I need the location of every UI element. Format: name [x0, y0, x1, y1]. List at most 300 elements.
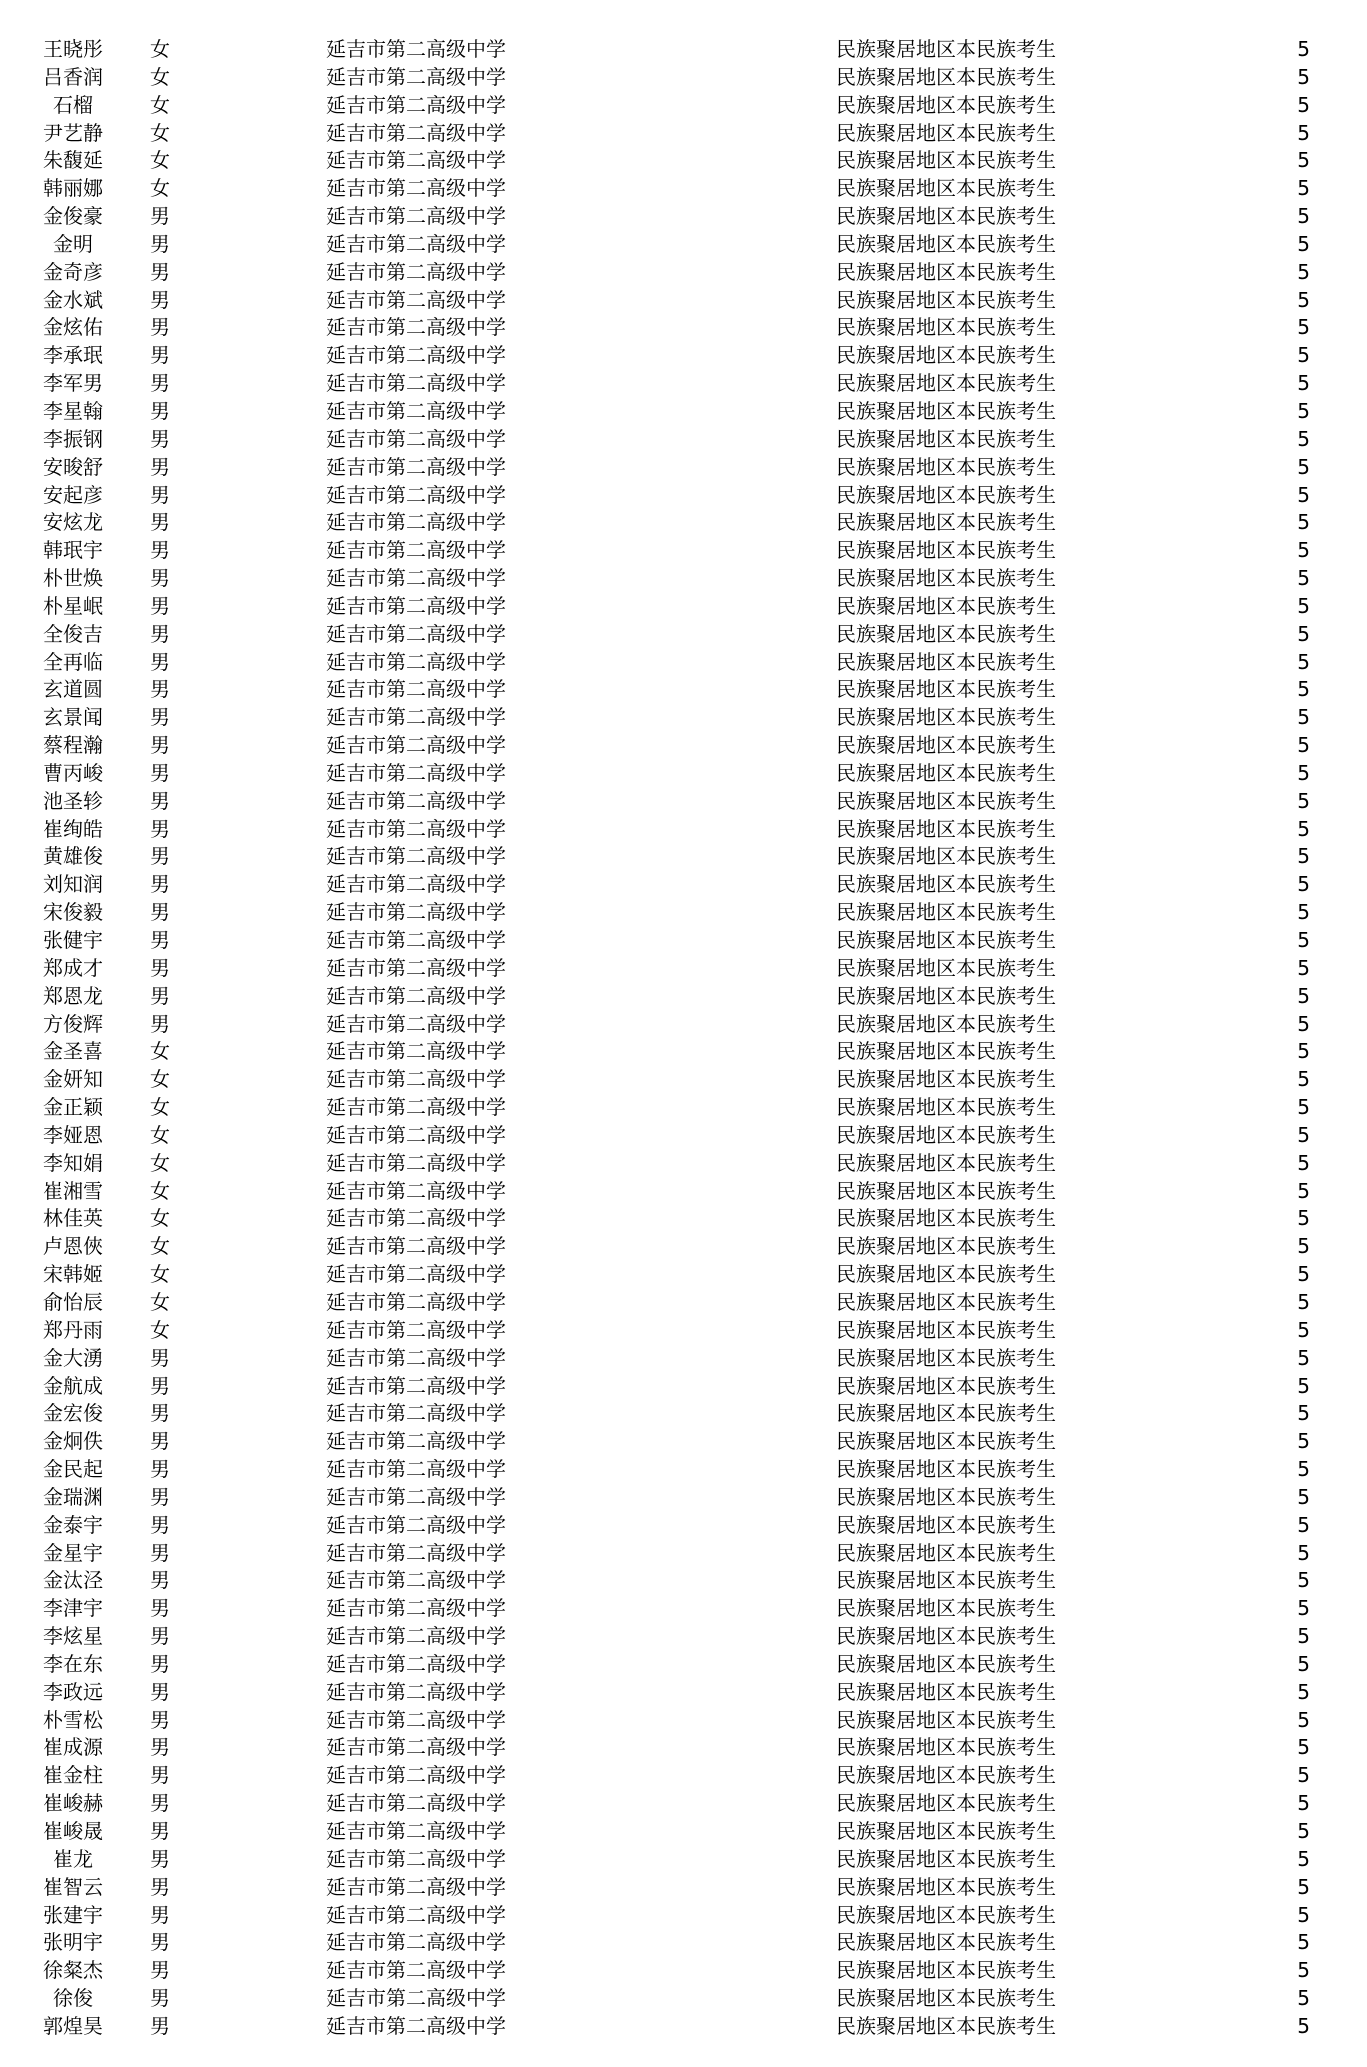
table-row: [0, 1874, 1367, 1902]
table-row: [0, 147, 1367, 175]
score-cell: 5: [1297, 1457, 1310, 1482]
score-cell: 5: [1297, 983, 1310, 1008]
category-cell: 民族聚居地区本民族考生: [836, 872, 1056, 897]
gender-cell: 男: [150, 1930, 170, 1955]
school-cell: 延吉市第二高级中学: [326, 621, 506, 646]
gender-cell: 男: [150, 426, 170, 451]
category-cell: 民族聚居地区本民族考生: [836, 1039, 1056, 1064]
category-cell: 民族聚居地区本民族考生: [836, 677, 1056, 702]
category-cell: 民族聚居地区本民族考生: [836, 371, 1056, 396]
score-cell: 5: [1297, 955, 1310, 980]
score-cell: 5: [1297, 566, 1310, 591]
name-cell: 韩珉宇: [43, 538, 103, 563]
category-cell: 民族聚居地区本民族考生: [836, 1958, 1056, 1983]
gender-cell: 男: [150, 1651, 170, 1676]
table-row: [0, 1261, 1367, 1289]
gender-cell: 女: [150, 1206, 170, 1231]
gender-cell: 男: [150, 816, 170, 841]
school-cell: 延吉市第二高级中学: [326, 1457, 506, 1482]
gender-cell: 男: [150, 454, 170, 479]
school-cell: 延吉市第二高级中学: [326, 1679, 506, 1704]
school-cell: 延吉市第二高级中学: [326, 1902, 506, 1927]
school-cell: 延吉市第二高级中学: [326, 1484, 506, 1509]
name-cell: 吕香润: [43, 64, 103, 89]
name-cell: 崔绚皓: [43, 816, 103, 841]
table-row: [0, 816, 1367, 844]
name-cell: 玄景闻: [43, 705, 103, 730]
name-cell: 金奇彦: [43, 259, 103, 284]
name-cell: 石榴: [53, 92, 93, 117]
table-row: [0, 871, 1367, 899]
school-cell: 延吉市第二高级中学: [326, 37, 506, 61]
table-row: [0, 649, 1367, 677]
gender-cell: 女: [150, 176, 170, 201]
category-cell: 民族聚居地区本民族考生: [836, 148, 1056, 173]
name-cell: 崔成源: [43, 1735, 103, 1760]
school-cell: 延吉市第二高级中学: [326, 872, 506, 897]
name-cell: 金泰宇: [43, 1512, 103, 1537]
gender-cell: 女: [150, 148, 170, 173]
school-cell: 延吉市第二高级中学: [326, 1345, 506, 1370]
school-cell: 延吉市第二高级中学: [326, 1206, 506, 1231]
table-row: [0, 1929, 1367, 1957]
school-cell: 延吉市第二高级中学: [326, 1763, 506, 1788]
score-cell: 5: [1297, 760, 1310, 785]
table-row: [0, 1233, 1367, 1261]
school-cell: 延吉市第二高级中学: [326, 482, 506, 507]
school-cell: 延吉市第二高级中学: [326, 120, 506, 145]
score-cell: 5: [1297, 900, 1310, 925]
school-cell: 延吉市第二高级中学: [326, 538, 506, 563]
category-cell: 民族聚居地区本民族考生: [836, 1986, 1056, 2011]
score-cell: 5: [1297, 705, 1310, 730]
name-cell: 郑丹雨: [43, 1317, 103, 1342]
category-cell: 民族聚居地区本民族考生: [836, 1289, 1056, 1314]
category-cell: 民族聚居地区本民族考生: [836, 1067, 1056, 1092]
gender-cell: 男: [150, 371, 170, 396]
gender-cell: 男: [150, 1484, 170, 1509]
score-cell: 5: [1297, 788, 1310, 813]
name-cell: 李娅恩: [43, 1122, 103, 1147]
gender-cell: 男: [150, 2013, 170, 2038]
table-row: [0, 1345, 1367, 1373]
school-cell: 延吉市第二高级中学: [326, 1373, 506, 1398]
school-cell: 延吉市第二高级中学: [326, 1122, 506, 1147]
score-cell: 5: [1297, 1122, 1310, 1147]
table-row: [0, 1679, 1367, 1707]
table-row: [0, 175, 1367, 203]
table-row: [0, 342, 1367, 370]
name-cell: 崔峻赫: [43, 1791, 103, 1816]
gender-cell: 男: [150, 1958, 170, 1983]
score-cell: 5: [1297, 371, 1310, 396]
school-cell: 延吉市第二高级中学: [326, 371, 506, 396]
table-row: [0, 1373, 1367, 1401]
name-cell: 金宏俊: [43, 1401, 103, 1426]
gender-cell: 男: [150, 1373, 170, 1398]
school-cell: 延吉市第二高级中学: [326, 788, 506, 813]
name-cell: 崔金柱: [43, 1763, 103, 1788]
score-cell: 5: [1297, 1930, 1310, 1955]
name-cell: 蔡程瀚: [43, 733, 103, 758]
table-row: [0, 1512, 1367, 1540]
name-cell: 朴世焕: [43, 566, 103, 591]
name-cell: 崔龙: [53, 1846, 93, 1871]
school-cell: 延吉市第二高级中学: [326, 204, 506, 229]
score-cell: 5: [1297, 872, 1310, 897]
school-cell: 延吉市第二高级中学: [326, 1846, 506, 1871]
gender-cell: 男: [150, 1707, 170, 1732]
category-cell: 民族聚居地区本民族考生: [836, 733, 1056, 758]
roster-table: [0, 36, 1367, 2041]
name-cell: 曹丙峻: [43, 760, 103, 785]
school-cell: 延吉市第二高级中学: [326, 1095, 506, 1120]
school-cell: 延吉市第二高级中学: [326, 426, 506, 451]
name-cell: 全再临: [43, 649, 103, 674]
score-cell: 5: [1297, 1596, 1310, 1621]
category-cell: 民族聚居地区本民族考生: [836, 593, 1056, 618]
name-cell: 俞怡辰: [43, 1289, 103, 1314]
category-cell: 民族聚居地区本民族考生: [836, 1651, 1056, 1676]
score-cell: 5: [1297, 120, 1310, 145]
school-cell: 延吉市第二高级中学: [326, 705, 506, 730]
name-cell: 金圣喜: [43, 1039, 103, 1064]
score-cell: 5: [1297, 649, 1310, 674]
school-cell: 延吉市第二高级中学: [326, 398, 506, 423]
table-row: [0, 1428, 1367, 1456]
table-row: [0, 1623, 1367, 1651]
category-cell: 民族聚居地区本民族考生: [836, 1540, 1056, 1565]
gender-cell: 男: [150, 1429, 170, 1454]
school-cell: 延吉市第二高级中学: [326, 1624, 506, 1649]
category-cell: 民族聚居地区本民族考生: [836, 315, 1056, 340]
school-cell: 延吉市第二高级中学: [326, 1874, 506, 1899]
table-row: [0, 1651, 1367, 1679]
table-row: [0, 1456, 1367, 1484]
gender-cell: 女: [150, 1262, 170, 1287]
gender-cell: 男: [150, 621, 170, 646]
score-cell: 5: [1297, 1763, 1310, 1788]
score-cell: 5: [1297, 259, 1310, 284]
gender-cell: 男: [150, 1735, 170, 1760]
category-cell: 民族聚居地区本民族考生: [836, 1846, 1056, 1871]
category-cell: 民族聚居地区本民族考生: [836, 928, 1056, 952]
score-cell: 5: [1297, 1373, 1310, 1398]
score-cell: 5: [1297, 733, 1310, 758]
score-cell: 5: [1297, 593, 1310, 618]
name-cell: 刘知润: [43, 872, 103, 897]
table-row: [0, 314, 1367, 342]
gender-cell: 男: [150, 649, 170, 674]
score-cell: 5: [1297, 1791, 1310, 1816]
category-cell: 民族聚居地区本民族考生: [836, 120, 1056, 145]
score-cell: 5: [1297, 844, 1310, 869]
table-row: [0, 1289, 1367, 1317]
school-cell: 延吉市第二高级中学: [326, 677, 506, 702]
category-cell: 民族聚居地区本民族考生: [836, 1874, 1056, 1899]
table-row: [0, 1734, 1367, 1762]
score-cell: 5: [1297, 315, 1310, 340]
table-row: [0, 1846, 1367, 1874]
school-cell: 延吉市第二高级中学: [326, 148, 506, 173]
name-cell: 朴雪松: [43, 1707, 103, 1732]
category-cell: 民族聚居地区本民族考生: [836, 482, 1056, 507]
table-row: [0, 760, 1367, 788]
name-cell: 金瑞渊: [43, 1484, 103, 1509]
score-cell: 5: [1297, 1345, 1310, 1370]
school-cell: 延吉市第二高级中学: [326, 1178, 506, 1203]
score-cell: 5: [1297, 1874, 1310, 1899]
score-cell: 5: [1297, 1011, 1310, 1036]
score-cell: 5: [1297, 287, 1310, 312]
name-cell: 王晓彤: [43, 37, 103, 61]
category-cell: 民族聚居地区本民族考生: [836, 37, 1056, 61]
category-cell: 民族聚居地区本民族考生: [836, 1707, 1056, 1732]
gender-cell: 男: [150, 315, 170, 340]
school-cell: 延吉市第二高级中学: [326, 1568, 506, 1593]
name-cell: 张健宇: [43, 928, 103, 952]
name-cell: 李在东: [43, 1651, 103, 1676]
name-cell: 张明宇: [43, 1930, 103, 1955]
table-row: [0, 732, 1367, 760]
score-cell: 5: [1297, 1986, 1310, 2011]
score-cell: 5: [1297, 1902, 1310, 1927]
gender-cell: 男: [150, 1791, 170, 1816]
category-cell: 民族聚居地区本民族考生: [836, 566, 1056, 591]
gender-cell: 男: [150, 231, 170, 256]
table-row: [0, 676, 1367, 704]
name-cell: 池圣轸: [43, 788, 103, 813]
category-cell: 民族聚居地区本民族考生: [836, 1373, 1056, 1398]
school-cell: 延吉市第二高级中学: [326, 2013, 506, 2038]
score-cell: 5: [1297, 1540, 1310, 1565]
name-cell: 黄雄俊: [43, 844, 103, 869]
name-cell: 金炫佑: [43, 315, 103, 340]
table-row: [0, 1902, 1367, 1930]
table-row: [0, 1150, 1367, 1178]
category-cell: 民族聚居地区本民族考生: [836, 538, 1056, 563]
gender-cell: 男: [150, 593, 170, 618]
gender-cell: 男: [150, 287, 170, 312]
name-cell: 金星宇: [43, 1540, 103, 1565]
category-cell: 民族聚居地区本民族考生: [836, 1178, 1056, 1203]
score-cell: 5: [1297, 1846, 1310, 1871]
gender-cell: 男: [150, 1596, 170, 1621]
category-cell: 民族聚居地区本民族考生: [836, 1122, 1056, 1147]
gender-cell: 女: [150, 92, 170, 117]
table-row: [0, 927, 1367, 955]
category-cell: 民族聚居地区本民族考生: [836, 1206, 1056, 1231]
gender-cell: 男: [150, 1624, 170, 1649]
name-cell: 玄道圆: [43, 677, 103, 702]
school-cell: 延吉市第二高级中学: [326, 1150, 506, 1175]
category-cell: 民族聚居地区本民族考生: [836, 64, 1056, 89]
gender-cell: 男: [150, 1874, 170, 1899]
school-cell: 延吉市第二高级中学: [326, 176, 506, 201]
score-cell: 5: [1297, 1958, 1310, 1983]
gender-cell: 男: [150, 204, 170, 229]
gender-cell: 男: [150, 1819, 170, 1843]
score-cell: 5: [1297, 621, 1310, 646]
school-cell: 延吉市第二高级中学: [326, 760, 506, 785]
table-row: [0, 788, 1367, 816]
name-cell: 金汰泾: [43, 1568, 103, 1593]
table-row: [0, 1317, 1367, 1345]
school-cell: 延吉市第二高级中学: [326, 649, 506, 674]
score-cell: 5: [1297, 1819, 1310, 1843]
score-cell: 5: [1297, 231, 1310, 256]
category-cell: 民族聚居地区本民族考生: [836, 844, 1056, 869]
category-cell: 民族聚居地区本民族考生: [836, 621, 1056, 646]
score-cell: 5: [1297, 928, 1310, 952]
table-row: [0, 2013, 1367, 2041]
category-cell: 民族聚居地区本民族考生: [836, 983, 1056, 1008]
score-cell: 5: [1297, 1262, 1310, 1287]
school-cell: 延吉市第二高级中学: [326, 1317, 506, 1342]
category-cell: 民族聚居地区本民族考生: [836, 1624, 1056, 1649]
gender-cell: 女: [150, 1317, 170, 1342]
table-row: [0, 454, 1367, 482]
category-cell: 民族聚居地区本民族考生: [836, 1317, 1056, 1342]
gender-cell: 男: [150, 1011, 170, 1036]
category-cell: 民族聚居地区本民族考生: [836, 1429, 1056, 1454]
score-cell: 5: [1297, 1150, 1310, 1175]
category-cell: 民族聚居地区本民族考生: [836, 705, 1056, 730]
school-cell: 延吉市第二高级中学: [326, 231, 506, 256]
gender-cell: 男: [150, 398, 170, 423]
score-cell: 5: [1297, 1484, 1310, 1509]
gender-cell: 男: [150, 1345, 170, 1370]
gender-cell: 女: [150, 1067, 170, 1092]
category-cell: 民族聚居地区本民族考生: [836, 343, 1056, 368]
score-cell: 5: [1297, 538, 1310, 563]
score-cell: 5: [1297, 1568, 1310, 1593]
score-cell: 5: [1297, 1624, 1310, 1649]
name-cell: 李津宇: [43, 1596, 103, 1621]
gender-cell: 男: [150, 1401, 170, 1426]
score-cell: 5: [1297, 1707, 1310, 1732]
gender-cell: 男: [150, 872, 170, 897]
gender-cell: 男: [150, 900, 170, 925]
school-cell: 延吉市第二高级中学: [326, 1512, 506, 1537]
name-cell: 崔湘雪: [43, 1178, 103, 1203]
category-cell: 民族聚居地区本民族考生: [836, 1234, 1056, 1259]
category-cell: 民族聚居地区本民族考生: [836, 398, 1056, 423]
category-cell: 民族聚居地区本民族考生: [836, 1568, 1056, 1593]
school-cell: 延吉市第二高级中学: [326, 928, 506, 952]
gender-cell: 男: [150, 538, 170, 563]
score-cell: 5: [1297, 343, 1310, 368]
category-cell: 民族聚居地区本民族考生: [836, 1596, 1056, 1621]
table-row: [0, 1707, 1367, 1735]
name-cell: 金水斌: [43, 287, 103, 312]
category-cell: 民族聚居地区本民族考生: [836, 1262, 1056, 1287]
table-row: [0, 92, 1367, 120]
name-cell: 安炫龙: [43, 510, 103, 535]
name-cell: 安起彦: [43, 482, 103, 507]
score-cell: 5: [1297, 2013, 1310, 2038]
gender-cell: 女: [150, 1234, 170, 1259]
table-row: [0, 1818, 1367, 1846]
school-cell: 延吉市第二高级中学: [326, 287, 506, 312]
score-cell: 5: [1297, 482, 1310, 507]
score-cell: 5: [1297, 1289, 1310, 1314]
name-cell: 尹艺静: [43, 120, 103, 145]
name-cell: 徐粲杰: [43, 1958, 103, 1983]
school-cell: 延吉市第二高级中学: [326, 1401, 506, 1426]
table-row: [0, 482, 1367, 510]
name-cell: 安晙舒: [43, 454, 103, 479]
school-cell: 延吉市第二高级中学: [326, 1039, 506, 1064]
score-cell: 5: [1297, 454, 1310, 479]
table-row: [0, 955, 1367, 983]
table-row: [0, 426, 1367, 454]
category-cell: 民族聚居地区本民族考生: [836, 1735, 1056, 1760]
school-cell: 延吉市第二高级中学: [326, 64, 506, 89]
score-cell: 5: [1297, 510, 1310, 535]
category-cell: 民族聚居地区本民族考生: [836, 900, 1056, 925]
school-cell: 延吉市第二高级中学: [326, 1735, 506, 1760]
gender-cell: 男: [150, 1457, 170, 1482]
table-row: [0, 203, 1367, 231]
table-row: [0, 1038, 1367, 1066]
name-cell: 徐俊: [53, 1986, 93, 2011]
school-cell: 延吉市第二高级中学: [326, 566, 506, 591]
category-cell: 民族聚居地区本民族考生: [836, 1457, 1056, 1482]
school-cell: 延吉市第二高级中学: [326, 1819, 506, 1843]
gender-cell: 男: [150, 705, 170, 730]
score-cell: 5: [1297, 1679, 1310, 1704]
name-cell: 朴星岷: [43, 593, 103, 618]
gender-cell: 男: [150, 928, 170, 952]
category-cell: 民族聚居地区本民族考生: [836, 1401, 1056, 1426]
gender-cell: 男: [150, 788, 170, 813]
name-cell: 朱馥延: [43, 148, 103, 173]
table-row: [0, 1094, 1367, 1122]
score-cell: 5: [1297, 1401, 1310, 1426]
score-cell: 5: [1297, 148, 1310, 173]
gender-cell: 女: [150, 1150, 170, 1175]
category-cell: 民族聚居地区本民族考生: [836, 649, 1056, 674]
name-cell: 金正颖: [43, 1095, 103, 1120]
score-cell: 5: [1297, 1512, 1310, 1537]
school-cell: 延吉市第二高级中学: [326, 1262, 506, 1287]
category-cell: 民族聚居地区本民族考生: [836, 1763, 1056, 1788]
gender-cell: 女: [150, 120, 170, 145]
school-cell: 延吉市第二高级中学: [326, 1596, 506, 1621]
category-cell: 民族聚居地区本民族考生: [836, 2013, 1056, 2038]
school-cell: 延吉市第二高级中学: [326, 816, 506, 841]
score-cell: 5: [1297, 1039, 1310, 1064]
score-cell: 5: [1297, 176, 1310, 201]
name-cell: 李军男: [43, 371, 103, 396]
table-row: [0, 1595, 1367, 1623]
category-cell: 民族聚居地区本民族考生: [836, 454, 1056, 479]
school-cell: 延吉市第二高级中学: [326, 593, 506, 618]
gender-cell: 女: [150, 1095, 170, 1120]
gender-cell: 男: [150, 844, 170, 869]
table-row: [0, 593, 1367, 621]
gender-cell: 男: [150, 566, 170, 591]
table-row: [0, 983, 1367, 1011]
table-row: [0, 704, 1367, 732]
score-cell: 5: [1297, 92, 1310, 117]
gender-cell: 女: [150, 1289, 170, 1314]
table-row: [0, 1484, 1367, 1512]
name-cell: 宋俊毅: [43, 900, 103, 925]
gender-cell: 男: [150, 1846, 170, 1871]
table-row: [0, 120, 1367, 148]
